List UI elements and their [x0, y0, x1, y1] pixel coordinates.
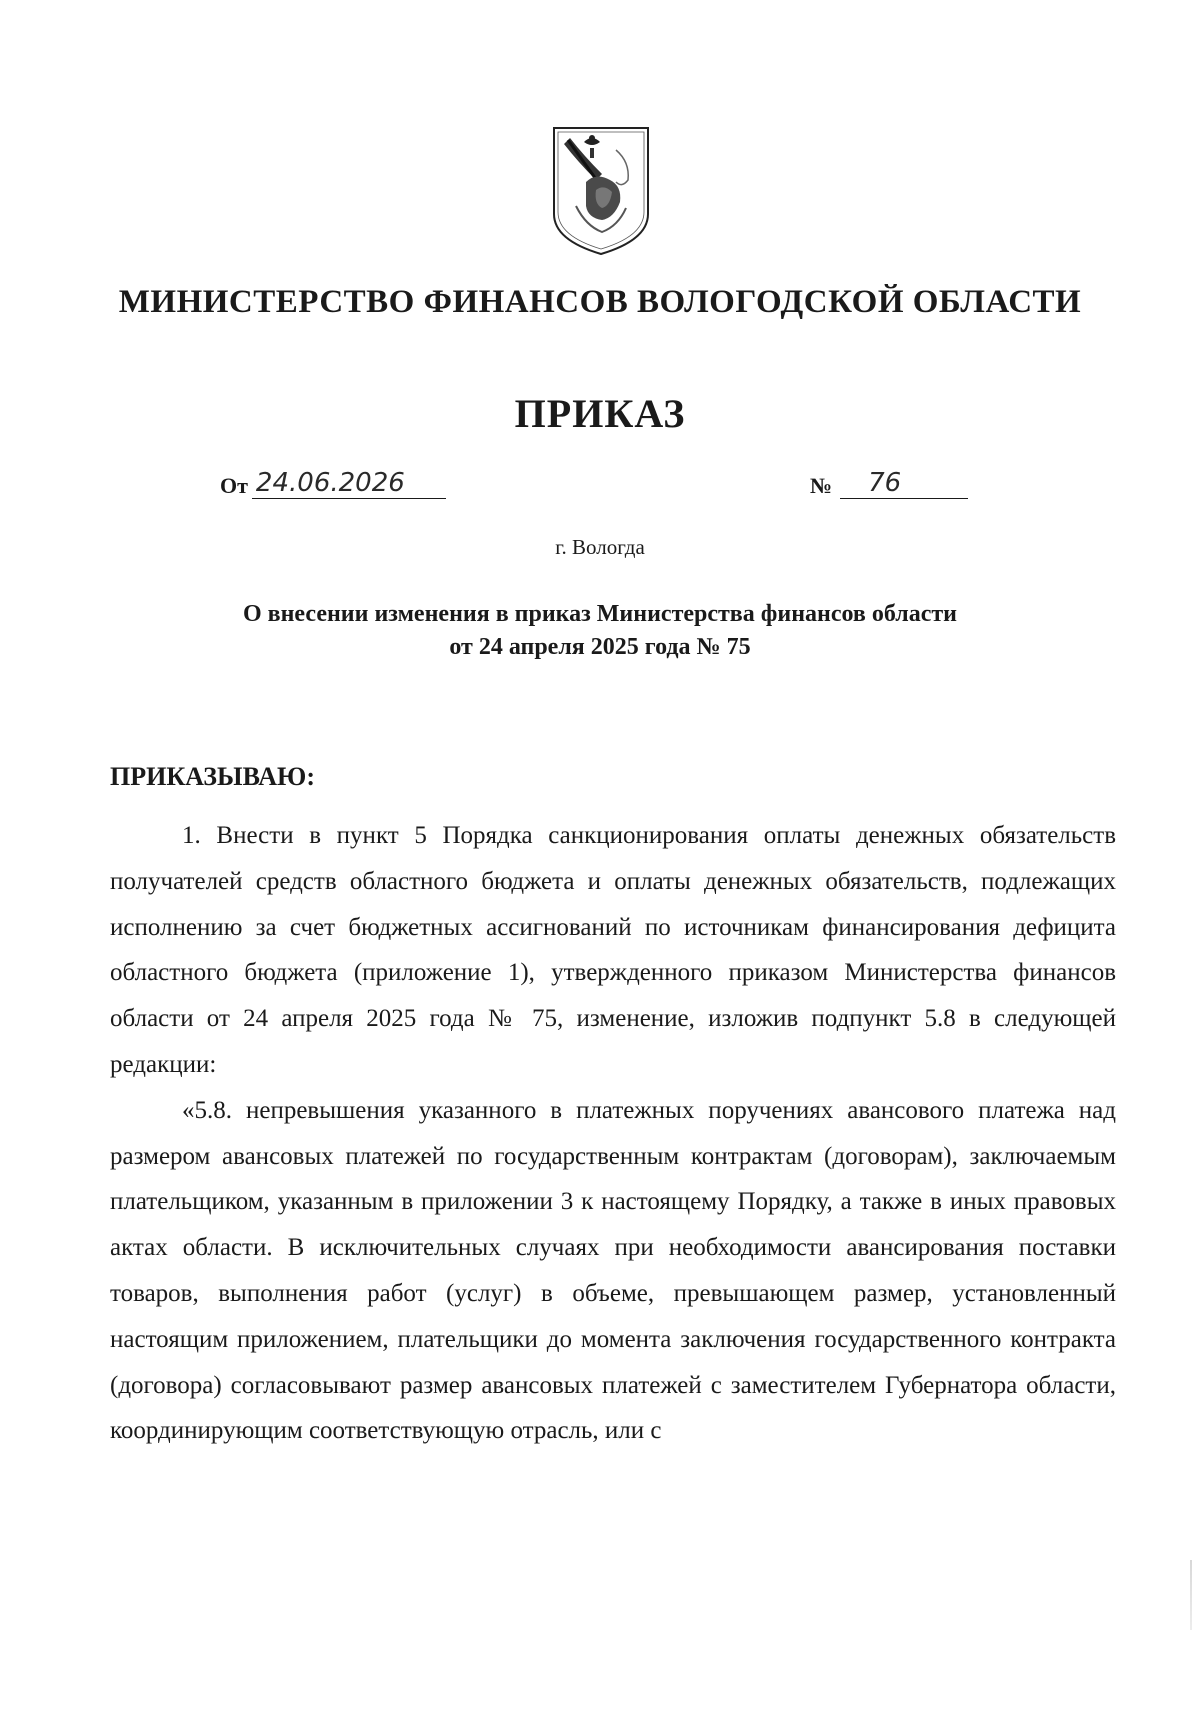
city: г. Вологда — [555, 535, 645, 559]
number-label: № — [810, 473, 833, 498]
scan-artifact — [1190, 1560, 1192, 1630]
document-date — [220, 470, 446, 499]
document-body — [110, 813, 1116, 1454]
order-heading: ПРИКАЗЫВАЮ: — [110, 762, 315, 791]
paragraph-1: 1. Внести в пункт 5 Порядка санкционирования оплаты денежных обязательств получателей средств областного бюджета и оплаты денежных обязательств, подлежащих исполнению за счет бюджетных ассигнований по источникам финансирования дефицита областного бюджета (приложение 1), утвержденного приказом Министерства финансов области от 24 апреля 2025 года № 75, изменение, изложив подпункт 5.8 в следующей редакции: — [110, 822, 1116, 1078]
document-number — [810, 470, 968, 499]
subject-line-2: от 24 апреля 2025 года № 75 — [449, 634, 751, 660]
number-value: 76 — [840, 470, 968, 499]
subject-line-1: О внесении изменения в приказ Министерства финансов области — [242, 601, 958, 627]
paragraph-2: «5.8. непревышения указанного в платежных поручениях авансового платежа над размером авансовых платежей по государственным контрактам (договорам), заключаемым плательщиком, указанным в приложении 3 к настоящему Порядку, а также в иных правовых актах области. В исключительных случаях при необходимости авансирования поставки товаров, выполнения работ (услуг) в объеме, превышающем размер, установленный настоящим приложением, плательщики до момента заключения государственного контракта (договора) согласовывают размер авансовых платежей с заместителем Губернатора области, координирующим соответствующую отрасль, или с — [110, 1096, 1116, 1445]
ministry-name: МИНИСТЕРСТВО ФИНАНСОВ ВОЛОГОДСКОЙ ОБЛАСТИ — [118, 284, 1082, 320]
date-label: От — [220, 473, 248, 498]
vologda-coat-of-arms-icon — [546, 122, 656, 262]
document-subject — [150, 598, 1050, 664]
document-type-title: ПРИКАЗ — [514, 391, 686, 436]
date-value: 24.06.2026 — [252, 470, 446, 499]
